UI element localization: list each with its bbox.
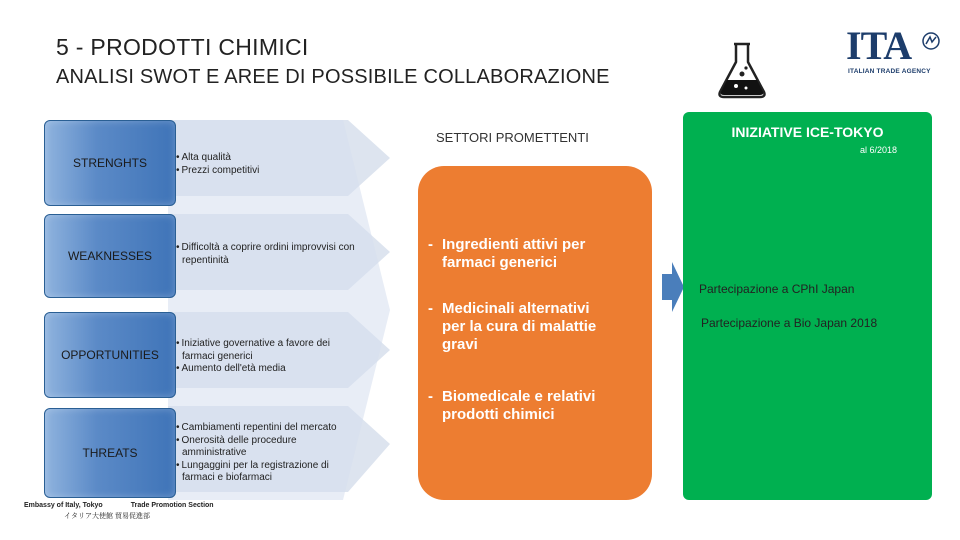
item-line: farmaci generici [442,254,558,271]
footer-embassy [24,500,214,522]
bullet-item: • Difficoltà a coprire ordini improvvisi con repentinità [176,242,366,267]
item-line: per la cura di malattie [442,318,597,335]
bullet-item: • Alta qualità [176,152,346,165]
swot-strengths-box [44,120,176,206]
page-subtitle: ANALISI SWOT E AREE DI POSSIBILE COLLABORAZIONE [56,66,610,88]
threats-bullets [176,422,360,485]
bullet-item: • Cambiamenti repentini del mercato [176,422,360,435]
footer-embassy-name: Embassy of Italy, Tokyo [24,502,103,509]
logo-mark-icon [922,32,940,50]
swot-weaknesses-label: WEAKNESSES [67,249,153,263]
opportunities-bullets [176,338,358,376]
page-title: 5 - PRODOTTI CHIMICI [56,34,309,60]
bullet-item: • Prezzi competitivi [176,165,346,178]
flask-icon [716,40,768,100]
item-line: prodotti chimici [442,406,555,423]
footer-japanese: イタリア大使館 貿易促進部 [64,513,150,520]
iniziativa-item: Partecipazione a Bio Japan 2018 [701,316,878,330]
bullet-item: • Iniziative governative a favore dei farmaci generici [176,338,358,363]
swot-strengths-label: STRENGHTS [72,156,147,170]
settori-item [428,300,596,354]
iniziative-inner [683,168,932,500]
logo-text: ITA [846,23,912,68]
bullet-item: • Lungaggini per la registrazione di farmaci e biofarmaci [176,460,360,485]
ita-logo [846,23,942,78]
swot-opportunities-box [44,312,176,398]
footer-section-name: Trade Promotion Section [130,502,214,509]
swot-threats-label: THREATS [82,446,138,460]
swot-weaknesses-box [44,214,176,298]
iniziativa-item: Partecipazione a CPhI Japan [699,282,855,296]
arrow-right-icon [662,262,684,312]
iniziative-date: al 6/2018 [859,145,897,155]
swot-opportunities-label: OPPORTUNITIES [61,348,159,362]
item-line: Ingredienti attivi per [442,236,586,253]
bullet-item: • Onerosità delle procedure amministrative [176,435,360,460]
item-dash: - [428,388,433,405]
iniziative-box [683,112,932,500]
logo-subtitle: ITALIAN TRADE AGENCY [848,68,931,75]
swot-threats-box [44,408,176,498]
item-line: Medicinali alternativi [442,300,590,317]
settori-title: SETTORI PROMETTENTI [436,130,589,145]
bullet-item: • Aumento dell'età media [176,363,358,376]
item-line: gravi [442,336,478,353]
iniziative-title: INIZIATIVE ICE-TOKYO [731,124,884,140]
settori-item [428,388,595,424]
item-line: Biomedicale e relativi [442,388,596,405]
weaknesses-bullets [176,242,366,267]
item-dash: - [428,300,433,317]
settori-item [428,236,585,272]
item-dash: - [428,236,433,253]
settori-box [418,166,652,500]
strengths-bullets [176,152,346,177]
